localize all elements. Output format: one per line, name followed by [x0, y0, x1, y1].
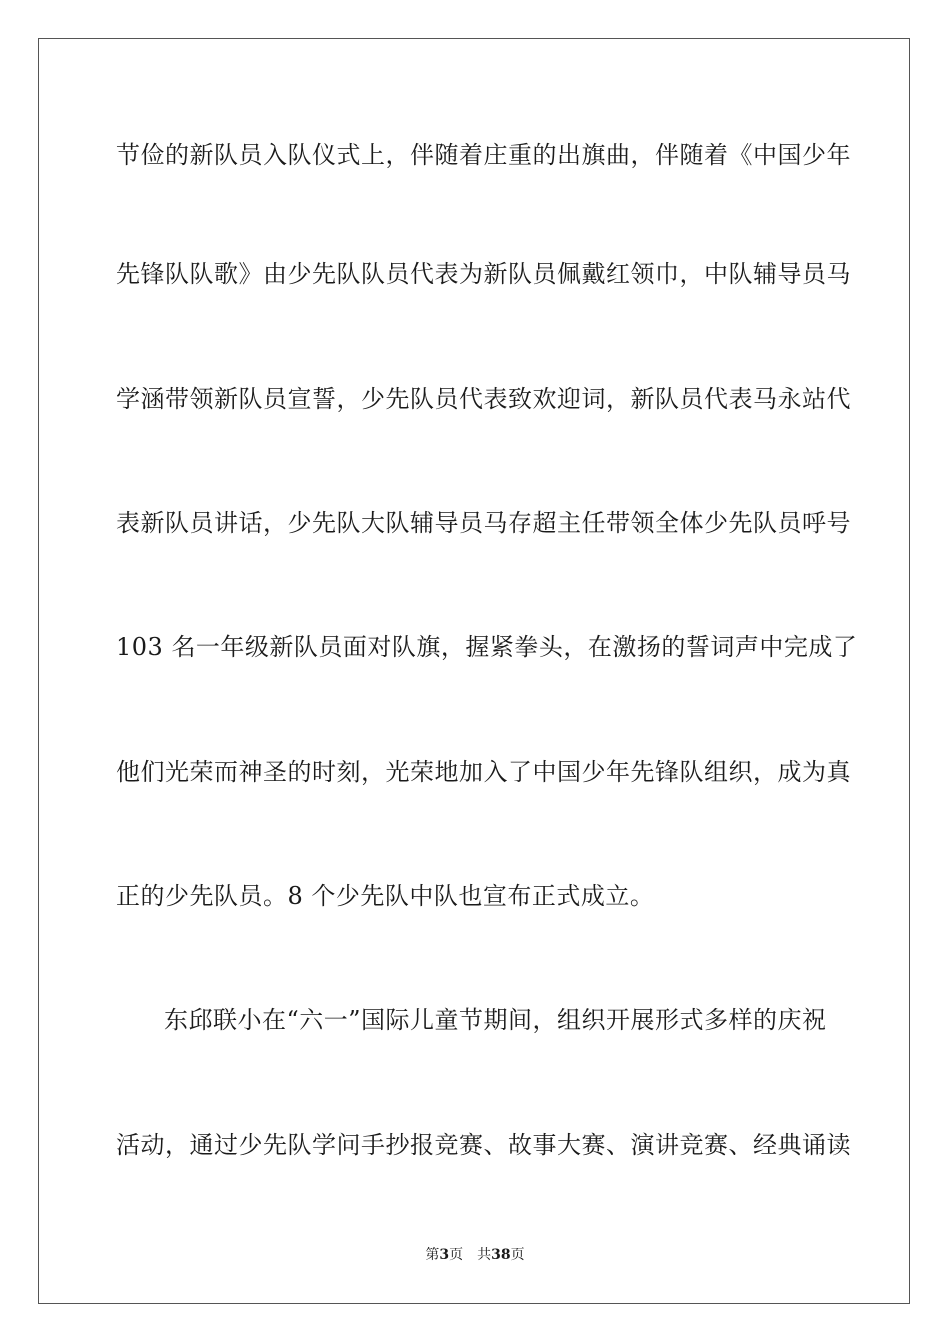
text-line: 先锋队队歌》由少先队队员代表为新队员佩戴红领巾，中队辅导员马 [116, 260, 851, 288]
text-line: 表新队员讲话，少先队大队辅导员马存超主任带领全体少先队员呼号 [116, 509, 851, 537]
page-suffix: 页 [449, 1247, 464, 1263]
total-prefix: 共 [477, 1247, 492, 1263]
text-line: 活动，通过少先队学问手抄报竞赛、故事大赛、演讲竞赛、经典诵读 [116, 1131, 851, 1159]
total-page-count: 38 [491, 1247, 511, 1263]
text-line: 正的少先队员。8 个少先队中队也宣布正式成立。 [116, 882, 655, 910]
text-line: 学涵带领新队员宣誓，少先队员代表致欢迎词，新队员代表马永站代 [116, 385, 851, 413]
page-border [38, 38, 910, 1304]
text-line: 节俭的新队员入队仪式上，伴随着庄重的出旗曲，伴随着《中国少年 [116, 141, 851, 169]
paragraph-first-line: 东邱联小在“六一”国际儿童节期间，组织开展形式多样的庆祝 [164, 1006, 827, 1034]
text-line: 103 名一年级新队员面对队旗，握紧拳头，在激扬的誓词声中完成了 [116, 633, 858, 661]
current-page-number: 3 [439, 1247, 450, 1263]
text-line: 他们光荣而神圣的时刻，光荣地加入了中国少年先锋队组织，成为真 [116, 758, 851, 786]
page-prefix: 第 [425, 1247, 440, 1263]
page-footer [0, 1246, 950, 1264]
total-suffix: 页 [510, 1247, 525, 1263]
